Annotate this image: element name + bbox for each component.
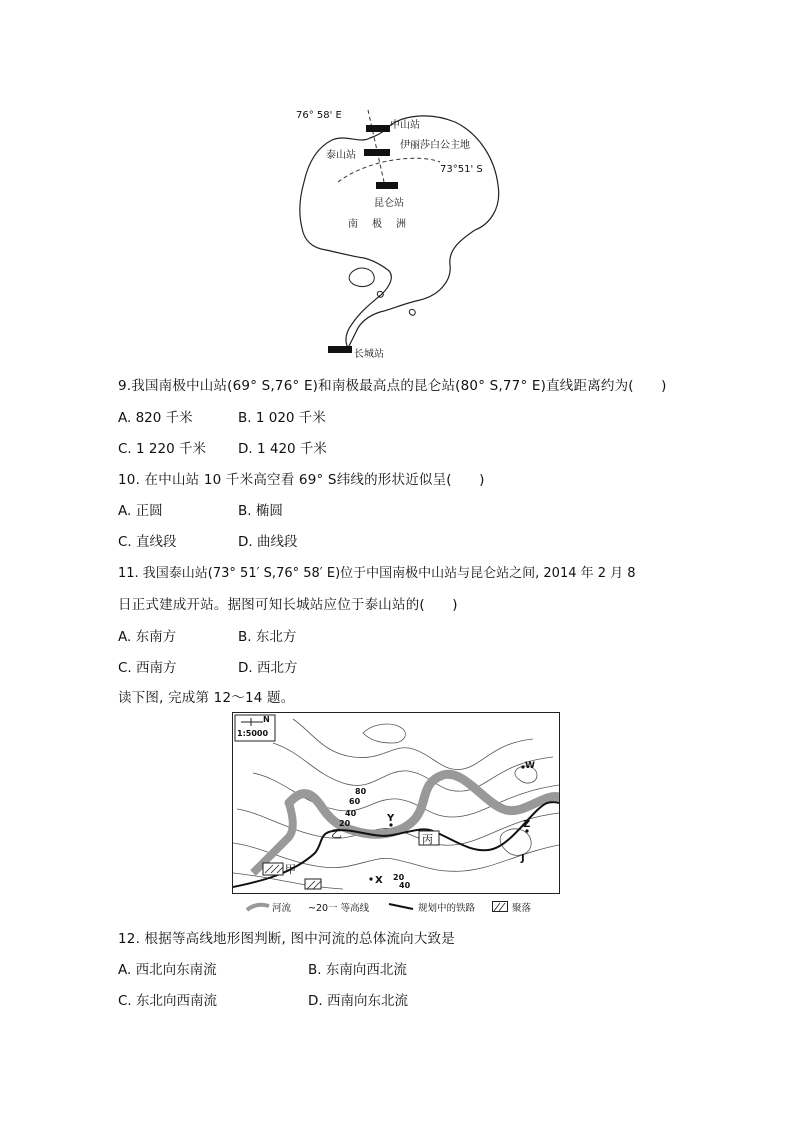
legend-railway-label: 规划中的铁路 <box>418 903 476 914</box>
question-11-stem-line2: 日正式建成开站。据图可知长城站应位于泰山站的( ) <box>118 597 458 613</box>
scale-label: 1:5000 <box>237 729 269 738</box>
antarctica-map <box>290 100 510 360</box>
question-9-stem: 9.我国南极中山站(69° S,76° E)和南极最高点的昆仑站(80° S,77° E)直线距离约为( ) <box>118 378 667 394</box>
taishan-station-label: 泰山站 <box>326 150 356 161</box>
question-11-option-d: D. 西北方 <box>238 660 298 676</box>
question-9-option-a: A. 820 千米 <box>118 410 193 426</box>
question-10-option-d: D. 曲线段 <box>238 534 298 550</box>
question-9-option-c: C. 1 220 千米 <box>118 441 206 457</box>
contour-label-40-south: 40 <box>399 881 411 890</box>
longitude-label: 76° 58' E <box>296 110 342 121</box>
question-12-option-a: A. 西北向东南流 <box>118 962 217 978</box>
contour-label-60: 60 <box>349 797 361 806</box>
question-10-stem: 10. 在中山站 10 千米高空看 69° S纬线的形状近似呈( ) <box>118 472 485 488</box>
question-9-option-d: D. 1 420 千米 <box>238 441 327 457</box>
question-11-option-c: C. 西南方 <box>118 660 177 676</box>
contour-label-20-south: 20 <box>393 873 405 882</box>
settlement-yi-label: 乙 <box>331 827 342 840</box>
legend-settlement-icon <box>492 901 508 912</box>
topographic-map <box>232 712 560 894</box>
question-12-stem: 12. 根据等高线地形图判断, 图中河流的总体流向大致是 <box>118 931 455 947</box>
question-11-option-a: A. 东南方 <box>118 629 177 645</box>
section-intro: 读下图, 完成第 12～14 题。 <box>118 690 295 706</box>
legend-railway-icon <box>388 902 414 912</box>
point-x-label: X <box>375 875 383 886</box>
point-y-label: Y <box>387 813 395 824</box>
settlement-bing-label: 丙 <box>422 833 433 846</box>
legend-contour-label: ~20一 等高线 <box>308 903 370 914</box>
question-10-option-c: C. 直线段 <box>118 534 177 550</box>
question-11-option-b: B. 东北方 <box>238 629 297 645</box>
topographic-legend <box>246 899 566 915</box>
legend-settlement-label: 聚落 <box>512 903 532 914</box>
topographic-drawing <box>233 713 559 893</box>
question-12-option-b: B. 东南向西北流 <box>308 962 407 978</box>
princess-elizabeth-land-label: 伊丽莎白公主地 <box>400 140 470 151</box>
question-12-option-d: D. 西南向东北流 <box>308 993 408 1009</box>
kunlun-station-label: 昆仑站 <box>374 198 404 209</box>
changcheng-station-label: 长城站 <box>354 349 384 360</box>
antarctica-label: 南 极 洲 <box>348 219 408 230</box>
point-w-label: W <box>525 761 535 771</box>
legend-river-icon <box>246 902 270 912</box>
zhongshan-station-label: 中山站 <box>390 120 420 131</box>
question-9-option-b: B. 1 020 千米 <box>238 410 326 426</box>
settlement-jia-label: 甲 <box>285 863 296 876</box>
contour-label-80: 80 <box>355 787 367 796</box>
point-j-label: J <box>521 853 525 864</box>
latitude-label: 73°51' S <box>440 164 483 175</box>
legend-river-label: 河流 <box>272 903 292 914</box>
contour-label-20: 20 <box>339 819 351 828</box>
question-12-option-c: C. 东北向西南流 <box>118 993 218 1009</box>
north-arrow-label: N <box>263 715 270 724</box>
question-10-option-b: B. 椭圆 <box>238 503 283 519</box>
contour-label-40: 40 <box>345 809 357 818</box>
point-z-label: Z <box>523 819 531 830</box>
question-10-option-a: A. 正圆 <box>118 503 163 519</box>
question-11-stem-line1: 11. 我国泰山站(73° 51′ S,76° 58′ E)位于中国南极中山站与昆仑站之间, 2014 年 2 月 8 <box>118 566 636 581</box>
